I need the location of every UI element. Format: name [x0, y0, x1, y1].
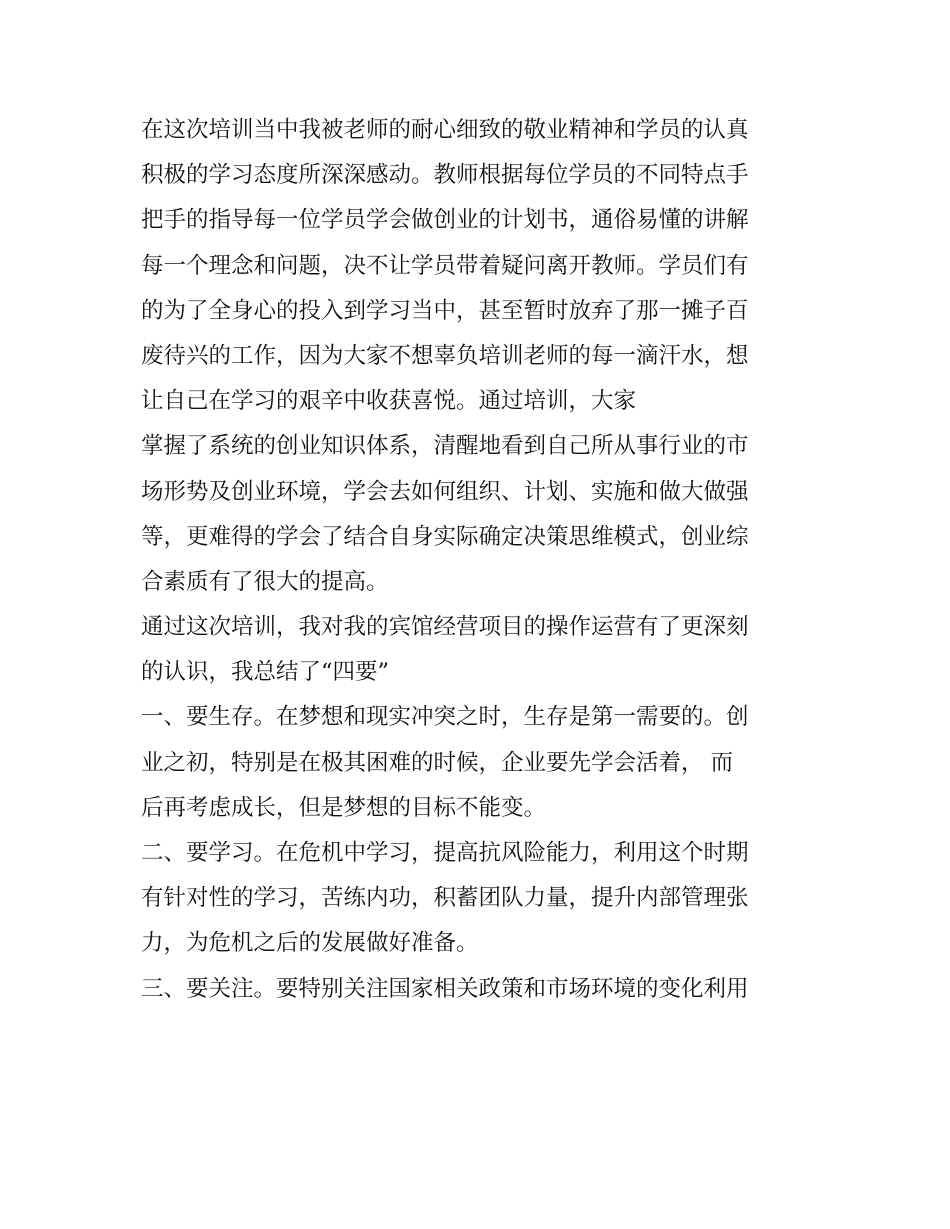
text-line: 力，为危机之后的发展做好准备。 — [141, 930, 479, 957]
text-line: 有针对性的学习，苦练内功，积蓄团队力量，提升内部管理张 — [141, 885, 749, 912]
text-line: 场形势及创业环境，学会去如何组织、计划、实施和做大做强 — [141, 478, 749, 505]
text-line: 的为了全身心的投入到学习当中，甚至暂时放弃了那一摊子百 — [141, 297, 749, 324]
text-line: 通过这次培训，我对我的宾馆经营项目的操作运营有了更深刻 — [141, 614, 749, 641]
text-line: 一、要生存。在梦想和现实冲突之时，生存是第一需要的。创 — [141, 704, 749, 731]
text-line: 积极的学习态度所深深感动。教师根据每位学员的不同特点手 — [141, 162, 749, 189]
text-line: 掌握了系统的创业知识体系，清醒地看到自己所从事行业的市 — [141, 433, 749, 460]
text-line: 废待兴的工作，因为大家不想辜负培训老师的每一滴汗水，想 — [141, 342, 749, 369]
text-line: 每一个理念和问题，决不让学员带着疑问离开教师。学员们有 — [141, 252, 749, 279]
text-line: 二、要学习。在危机中学习，提高抗风险能力，利用这个时期 — [141, 840, 749, 866]
text-line: 后再考虑成长，但是梦想的目标不能变。 — [141, 794, 547, 821]
text-line: 合素质有了很大的提高。 — [141, 568, 389, 595]
text-line: 三、要关注。要特别关注国家相关政策和市场环境的变化利用 — [141, 975, 749, 1002]
text-line: 业之初，特别是在极其困难的时候，企业要先学会活着， 而 — [141, 749, 734, 776]
body-text — [141, 108, 821, 1012]
text-line: 等，更难得的学会了结合自身实际确定决策思维模式，创业综 — [141, 523, 749, 550]
text-line: 把手的指导每一位学员学会做创业的计划书，通俗易懂的讲解 — [141, 207, 749, 234]
text-line: 让自己在学习的艰辛中收获喜悦。通过培训，大家 — [141, 388, 637, 415]
text-line: 的认识，我总结了“四要” — [141, 659, 390, 686]
text-line: 在这次培训当中我被老师的耐心细致的敬业精神和学员的认真 — [141, 117, 749, 143]
